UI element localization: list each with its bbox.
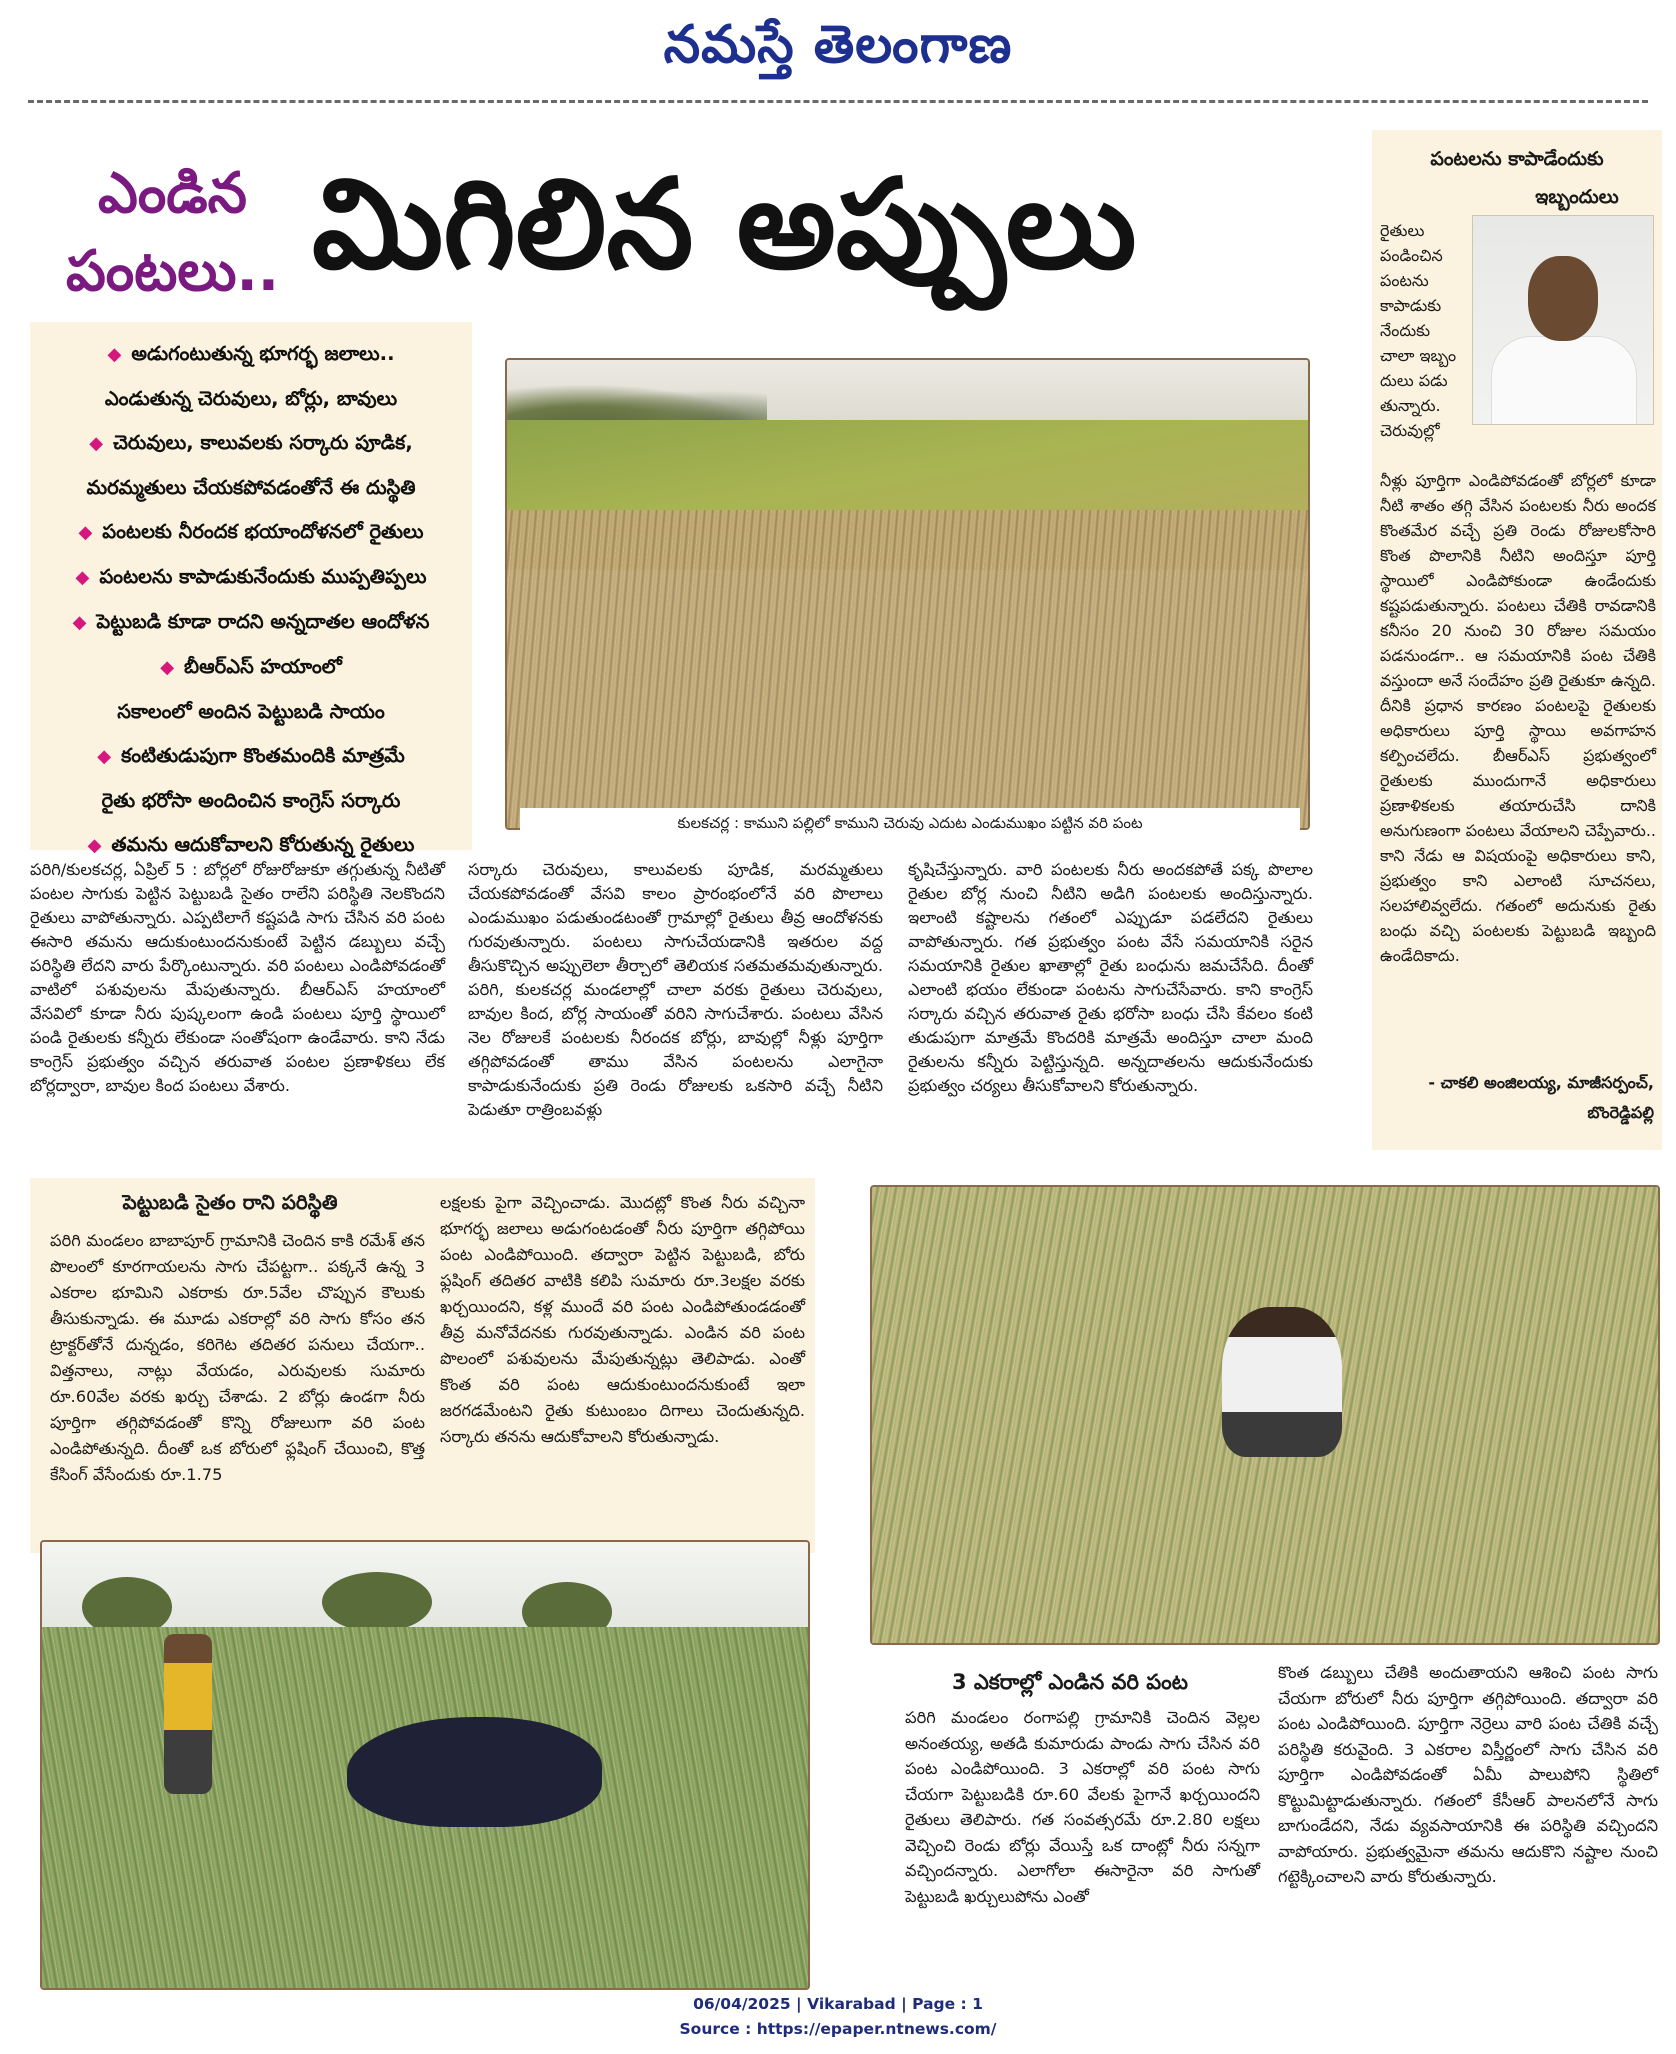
buffalo-grazing-photo (40, 1540, 810, 1990)
sidebar-signature: - చాకలి అంజిలయ్య, మాజీసర్పంచ్, బొంరెడ్డిపల్లి (1428, 1073, 1654, 1122)
kicker-line-1: ఎండిన (98, 161, 247, 226)
diamond-bullet-icon: ◆ (89, 433, 104, 454)
highlight-item: ఎండుతున్న చెరువులు, బోర్లు, బావులు (104, 387, 398, 410)
story-column-2: లక్షలకు పైగా వెచ్చించాడు. మొదట్లో కొంత నీరు వచ్చినా భూగర్భ జలాలు అడుగంటడంతో నీరు పూర్తిగా తగ్గిపోయి పంట ఎండిపోయింది. తద్వారా పెట్టిన పెట్టుబడి, బోరు ఫ్లషింగ్ తదితర వాటికి కలిపి సుమారు రూ.3లక్షల వరకు ఖర్చయిందని, కళ్ల ముందే వరి పంట ఎండిపోతుండడంతో తీవ్ర మనోవేదనకు గురవుతున్నాడు. ఎండిన వరి పంట పొలంలో పశువులను మేపుతున్నట్లు తెలిపాడు. ఎంతో కొంత వరి పంట ఆదుకుంటుందనుకుంటే ఇలా జరగడమేంటని రైతు కుటుంబం దిగాలు చెందుతున్నది. సర్కారు తనను ఆదుకోవాలని కోరుతున్నాడు. (440, 1193, 805, 1446)
photo-caption: కులకచర్ల : కాముని పల్లిలో కాముని చెరువు ఎదుట ఎండుముఖం పట్టిన వరి పంట (520, 808, 1300, 838)
kicker (45, 155, 300, 311)
story-investment-box (30, 1178, 815, 1553)
diamond-bullet-icon: ◆ (75, 567, 90, 588)
highlight-item: ◆ పంటలను కాపాడుకునేందుకు ముప్పతిప్పలు (75, 565, 427, 588)
highlight-item: ◆ అడుగంటుతున్న భూగర్భ జలాలు.. (107, 342, 395, 365)
page-info: 06/04/2025 | Vikarabad | Page : 1 (693, 1995, 983, 2013)
headline: మిగిలిన అప్పులు (312, 153, 1137, 297)
masthead-divider (28, 100, 1648, 103)
farmer-dry-crop-photo (870, 1185, 1660, 1645)
diamond-bullet-icon: ◆ (97, 746, 112, 767)
newspaper-logo: నమస్తే తెలంగాణ (663, 14, 1013, 75)
sidebar-text: నీళ్లు పూర్తిగా ఎండిపోవడంతో బోర్లలో కూడా నీటి శాతం తగ్గి వేసిన పంటలకు నీరు అందక కొంతమేర వచ్చే ప్రతి రెండు రోజులకోసారి కొంత పొలానికి నీటిని అందిస్తూ పూర్తి స్థాయిలో ఎండిపోకుండా ఉండేందుకు కష్టపడుతున్నారు. పంటలు చేతికి రావడానికి కనీసం 20 నుంచి 30 రోజుల సమయం పడనుండగా.. ఆ సమయానికి పంట చేతికి వస్తుందా అనే సందేహం ప్రతి రైతుకూ ఉన్నది. దీనికి ప్రధాన కారణం పంటలపై రైతులకు అధికారులు పూర్తి స్థాయి అవగాహన కల్పించలేదు. బీఆర్ఎస్ ప్రభుత్వంలో రైతులకు ముందుగానే అధికారులు ప్రణాళికలకు తయారుచేసి దానికి అనుగుణంగా పంటలు వేయాలని చెప్పేవారు.. కాని నేడు ఆ విషయంపై అధికారులు కాని, ప్రభుత్వం కాని ఎలాంటి సూచనలు, సలహాలివ్వలేదు. గతంలో అదునుకు రైతు బంధు వచ్చి పంటలకు పెట్టుబడి ఇబ్బంది ఉండేదికాదు. (1380, 471, 1656, 965)
story-2-title: 3 ఎకరాల్లో ఎండిన వరి పంట (951, 1670, 1189, 1694)
dry-paddy-field-photo (505, 358, 1310, 830)
highlight-item: సకాలంలో అందిన పెట్టుబడి సాయం (117, 700, 385, 723)
story-column-1: పరిగి మండలం బాబాపూర్ గ్రామానికి చెందిన కాకి రమేశ్ తన పొలంలో కూరగాయలను సాగు చేపట్టగా.. పక్కనే ఉన్న 3 ఎకరాల భూమిని ఎకరాకు రూ.5వేల చొప్పున కౌలుకు తీసుకున్నాడు. ఈ మూడు ఎకరాల్లో వరి సాగు కోసం తన ట్రాక్టర్‌తోనే దున్నడం, కరిగెట తదితర పనులు చేయగా.. విత్తనాలు, నాట్లు వేయడం, ఎరువులకు సుమారు రూ.60వేల వరకు ఖర్చు చేశాడు. 2 బోర్లు ఉండగా నీరు పూర్తిగా తగ్గిపోవడంతో కొన్ని రోజులుగా వరి పంట ఎండిపోతున్నది. దీంతో ఒక బోరులో ఫ్లషింగ్ చేయించి, కొత్త కేసింగ్ వేసేందుకు రూ.1.75 (50, 1231, 425, 1484)
farmer-portrait (1472, 215, 1654, 425)
sidebar-quote-box (1372, 130, 1662, 1150)
kicker-line-2: పంటలు.. (65, 239, 280, 304)
highlight-item: ◆ పంటలకు నీరందక భయాందోళనలో రైతులు (78, 520, 424, 543)
sidebar-title: పంటలను కాపాడేందుకు ఇబ్బందులు (1430, 148, 1619, 208)
highlight-item: ◆ పెట్టుబడి కూడా రాదని అన్నదాతల ఆందోళన (72, 610, 430, 633)
diamond-bullet-icon: ◆ (160, 657, 175, 678)
main-story-column-3: కృషిచేస్తున్నారు. వారి పంటలకు నీరు అందకపోతే పక్క పొలాల రైతుల బోర్ల నుంచి నీటిని అడిగి పంటలకు అందిస్తున్నారు. ఇలాంటి కష్టాలను గతంలో ఎప్పుడూ పడలేదని రైతులు వాపోతున్నారు. గత ప్రభుత్వం పంట వేసే సమయానికి సరైన సమయానికి రైతుల ఖాతాల్లో రైతు బంధును జమచేసేది. దీంతో ఎలాంటి భయం లేకుండా పంటను సాగుచేసేవారు. కాని కాంగ్రెస్ సర్కారు వచ్చిన తరువాత రైతు భరోసా బంధు చేసి కేవలం కంటి తుడుపుగా మాత్రమే కొందరికి మాత్రమే అందిస్తూ చాలా మంది రైతులను కన్నీరు పెట్టిస్తున్నది. అన్నదాతలను ఆదుకునేందుకు ప్రభుత్వం చర్యలు తీసుకోవాలని కోరుతున్నారు. (908, 860, 1313, 1095)
diamond-bullet-icon: ◆ (87, 835, 102, 856)
masthead (0, 0, 1676, 95)
highlight-item: ◆ బీఆర్ఎస్ హయాంలో (160, 655, 342, 678)
sidebar-text-intro: రైతులు పండించిన పంటను కాపాడుకు నేందుకు చాలా ఇబ్బం దులు పడు తున్నారు. చెరువుల్లో (1380, 221, 1457, 440)
story-2-column-2: కొంత డబ్బులు చేతికి అందుతాయని ఆశించి పంట సాగు చేయగా బోరులో నీరు పూర్తిగా తగ్గిపోయింది. తద్వారా వరి పంట ఎండిపోయింది. పూర్తిగా నెర్రెలు వారి పంట చేతికి వచ్చే పరిస్థితి కరువైంది. 3 ఎకరాల విస్తీర్ణంలో సాగు చేసిన వరి పూర్తిగా ఎండిపోవడంతో ఏమీ పాలుపోని స్థితిలో కొట్టుమిట్టాడుతున్నారు. గతంలో కేసీఆర్ పాలనలోనే సాగు బాగుండేదని, నేడు వ్యవసాయానికి ఈ పరిస్థితి వచ్చిందని వాపోయారు. ప్రభుత్వమైనా తమను ఆదుకొని నష్టాల నుంచి గట్టెక్కించాలని వారు కోరుతున్నారు. (1278, 1663, 1658, 1886)
highlight-item: మరమ్మతులు చేయకపోవడంతోనే ఈ దుస్థితి (86, 476, 416, 499)
source-link[interactable]: Source : https://epaper.ntnews.com/ (679, 2020, 997, 2038)
main-story-column-1: పరిగి/కులకచర్ల, ఏప్రిల్ 5 : బోర్లలో రోజురోజుకూ తగ్గుతున్న నీటితో పంటల సాగుకు పెట్టిన పెట్టుబడి సైతం రాలేని పరిస్థితి నెలకొందని రైతులు వాపోతున్నారు. ఎప్పటిలాగే కష్టపడి సాగు చేసిన వరి పంట ఈసారి తమను ఆదుకుంటుందనుకుంటే పెట్టిన డబ్బులు వచ్చే పరిస్థితి లేదని వారు పేర్కొంటున్నారు. వరి పంటలు ఎండిపోవడంతో వాటిలో పశువులను మేపుతున్నారు. బీఆర్ఎస్ హయాంలో వేసవిలో కూడా నీరు పుష్కలంగా ఉండి పంటలు పూర్తి స్థాయిలో పండి రైతులకు కన్నీరు లేకుండా సంతోషంగా ఉండేవారు. కాని నేడు కాంగ్రెస్ ప్రభుత్వం వచ్చిన తరువాత పంటల ప్రణాళికలు లేక బోర్లద్వారా, బావుల కింద పంటలు వేశారు. (30, 860, 445, 1095)
diamond-bullet-icon: ◆ (72, 612, 87, 633)
highlights-box (30, 322, 472, 856)
highlight-item: ◆ చెరువులు, కాలువలకు సర్కారు పూడిక, (89, 431, 413, 454)
diamond-bullet-icon: ◆ (78, 522, 93, 543)
diamond-bullet-icon: ◆ (107, 344, 122, 365)
highlight-item: ◆ తమను ఆదుకోవాలని కోరుతున్న రైతులు (87, 833, 415, 856)
story-title: పెట్టుబడి సైతం రాని పరిస్థితి (122, 1190, 338, 1214)
main-story-column-2: సర్కారు చెరువులు, కాలువలకు పూడిక, మరమ్మతులు చేయకపోవడంతో వేసవి కాలం ప్రారంభంలోనే వరి పొలాలు ఎండుముఖం పడుతుండటంతో గ్రామాల్లో రైతులు తీవ్ర ఆందోళనకు గురవుతున్నారు. పంటలు సాగుచేయడానికి ఇతరుల వద్ద తీసుకొచ్చిన అప్పులెలా తీర్చాలో తెలియక సతమతమవుతున్నారు. పరిగి, కులకచర్ల మండలాల్లో చాలా వరకు రైతులు చెరువులు, బావుల కింద, బోర్ల సాయంతో వరిని సాగుచేశారు. పంటలు వేసిన నెల రోజులకే పంటలకు నీరందక బోర్లు, బావుల్లో నీళ్లు పూర్తిగా తగ్గిపోవడంతో తాము వేసిన పంటలను ఎలాగైనా కాపాడుకునేందుకు ప్రతి రెండు రోజులకు ఒకసారి వచ్చే నీటిని పెడుతూ రాత్రింబవళ్లు (468, 860, 883, 1119)
highlight-item: ◆ కంటితుడుపుగా కొంతమందికి మాత్రమే (97, 744, 405, 767)
story-2-column-1: పరిగి మండలం రంగాపల్లి గ్రామానికి చెందిన వెల్లల అనంతయ్య, అతడి కుమారుడు పాండు సాగు చేసిన వరి పంట ఎండిపోయింది. 3 ఎకరాల్లో వరి పంట సాగు చేయగా పెట్టుబడికి రూ.60 వేలకు పైగానే ఖర్చయిందని రైతులు తెలిపారు. గత సంవత్సరమే రూ.2.80 లక్షలు వెచ్చించి రెండు బోర్లు వేయిస్తే ఒక దాంట్లో నీరు సన్నగా వచ్చిందన్నారు. ఎలాగోలా ఈసారైనా వరి సాగుతో పెట్టుబడి ఖర్చులుపోను ఎంతో (905, 1708, 1260, 1906)
highlight-item: రైతు భరోసా అందించిన కాంగ్రెస్ సర్కారు (101, 789, 401, 812)
